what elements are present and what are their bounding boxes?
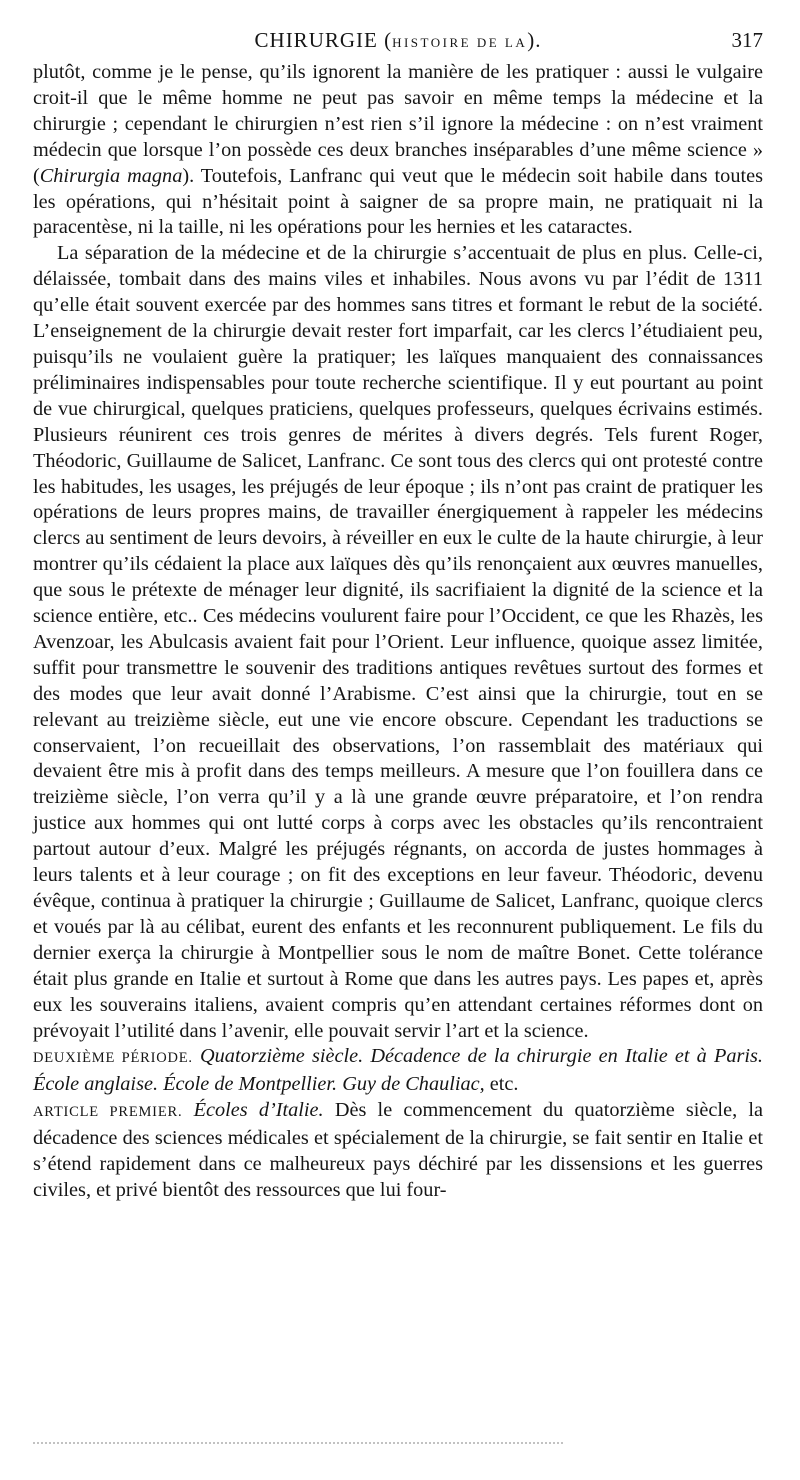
running-title-subtitle: HISTOIRE DE LA: [392, 35, 528, 50]
period-etc: etc.: [484, 1073, 519, 1096]
running-head: [33, 28, 763, 60]
page-number: 317: [731, 28, 763, 52]
body-text: [33, 60, 763, 1204]
paragraph-1: [33, 60, 763, 241]
running-title-main: CHIRURGIE (: [254, 28, 393, 52]
document-page: [33, 28, 763, 1204]
period-label: DEUXIÈME PÉRIODE.: [33, 1050, 193, 1067]
period-title: Quatorzième siècle. Décadence de la chirurgie en Italie et à Paris. École anglaise. École de Montpellier. Guy de Chauliac,: [33, 1045, 763, 1096]
article-text: Dès le commencement du quatorzième siècle, la décadence des sciences médicales et spécialement de la chirurgie, se fait sentir en Italie et s’étend rapidement dans ce malheureux pays déchiré par les dissensions et les guerres civiles, et privé bientôt des ressources que lui four-: [33, 1099, 763, 1201]
citation-title: Chirurgia magna: [39, 164, 183, 187]
paragraph-2: La séparation de la médecine et de la chirurgie s’accentuait de plus en plus. Celle-ci, délaissée, tombait dans des mains viles et inhabiles. Nous avons vu par l’édit de 1311 qu’elle était souvent exercée par des hommes sans titres et formant le rebut de la société. L’enseignement de la chirurgie devait rester fort imparfait, car les clercs l’étudiaient peu, puisqu’ils ne voulaient guère la pratiquer; les laïques manquaient des connaissances préliminaires indispensables pour toute recherche scientifique. Il y eut pourtant au point de vue chirurgical, quelques praticiens, quelques professeurs, quelques écrivains estimés. Plusieurs réunirent ces trois genres de mérites à divers degrés. Tels furent Roger, Théodoric, Guillaume de Salicet, Lanfranc. Ce sont tous des clercs qui ont protesté contre les habitudes, les usages, les préjugés de leur époque ; ils n’ont pas craint de pratiquer les opérations de leurs propres mains, de travailler énergiquement à rappeler les médecins clercs au sentiment de leurs devoirs, à réveiller en eux le culte de la haute chirurgie, à leur montrer qu’ils cédaient la place aux laïques dès qu’ils renonçaient aux œuvres manuelles, que sous le prétexte de ménager leur dignité, ils sacrifiaient la dignité de la science et la science entière, etc.. Ces médecins voulurent faire pour l’Occident, ce que les Rhazès, les Avenzoar, les Abulcasis avaient fait pour l’Orient. Leur influence, quoique assez limitée, suffit pour transmettre le souvenir des traditions antiques revêtues surtout des formes et des modes que leur avait donné l’Arabisme. C’est ainsi que la chirurgie, tout en se relevant au treizième siècle, eut une vie encore obscure. Cependant les traductions se conservaient, l’on recueillait des observations, l’on rassemblait des matériaux qui devaient être mis à profit dans des temps meilleurs. A mesure que l’on fouillera dans ce treizième siècle, l’on verra qu’il y a là une grande œuvre préparatoire, et l’on rendra justice aux hommes qui ont lutté corps à corps avec les obstacles qu’ils rencontraient partout autour d’eux. Malgré les préjugés régnants, on accorda de justes hommages à leurs talents et à leur courage ; on fit des exceptions en leur faveur. Théodoric, devenu évêque, continua à pratiquer la chirurgie ; Guillaume de Salicet, Lanfranc, quoique clercs et voués par là au célibat, eurent des enfants et les reconnurent publiquement. Le fils du dernier exerça la chirurgie à Montpellier sous le nom de maître Bonet. Cette tolérance était plus grande en Italie et surtout à Rome que dans les autres pays. Les papes et, après eux les souverains italiens, avaient compris qu’en attendant certaines réformes dont on prévoyait l’utilité dans l’avenir, elle pouvait servir l’art et la science.: [33, 242, 763, 1042]
paragraph-1-end: ). Toutefois, Lanfranc qui veut que le médecin soit habile dans toutes les opérations, qui n’hésitait point à saigner de sa propre main, ne pratiquait ni la paracentèse, ni la taille, ni les opérations pour les hernies et les cataractes.: [33, 164, 763, 239]
article-label: ARTICLE PREMIER.: [33, 1104, 183, 1121]
article-title: Écoles d’Italie.: [193, 1099, 324, 1122]
running-title-end: ).: [527, 28, 542, 52]
bottom-rule: [33, 1442, 563, 1444]
running-title: [33, 28, 763, 53]
paragraph-1-text: plutôt, comme je le pense, qu’ils ignorent la manière de les pratiquer : aussi le vulgaire croit-il que le même homme ne peut pas savoir en même temps la médecine et la chirurgie ; cependant le chirurgien n’est rien s’il ignore la médecine : on n’est vraiment médecin que lorsque l’on possède ces deux branches inséparables d’une même science » (: [33, 61, 763, 187]
section-heading: [33, 1044, 763, 1203]
